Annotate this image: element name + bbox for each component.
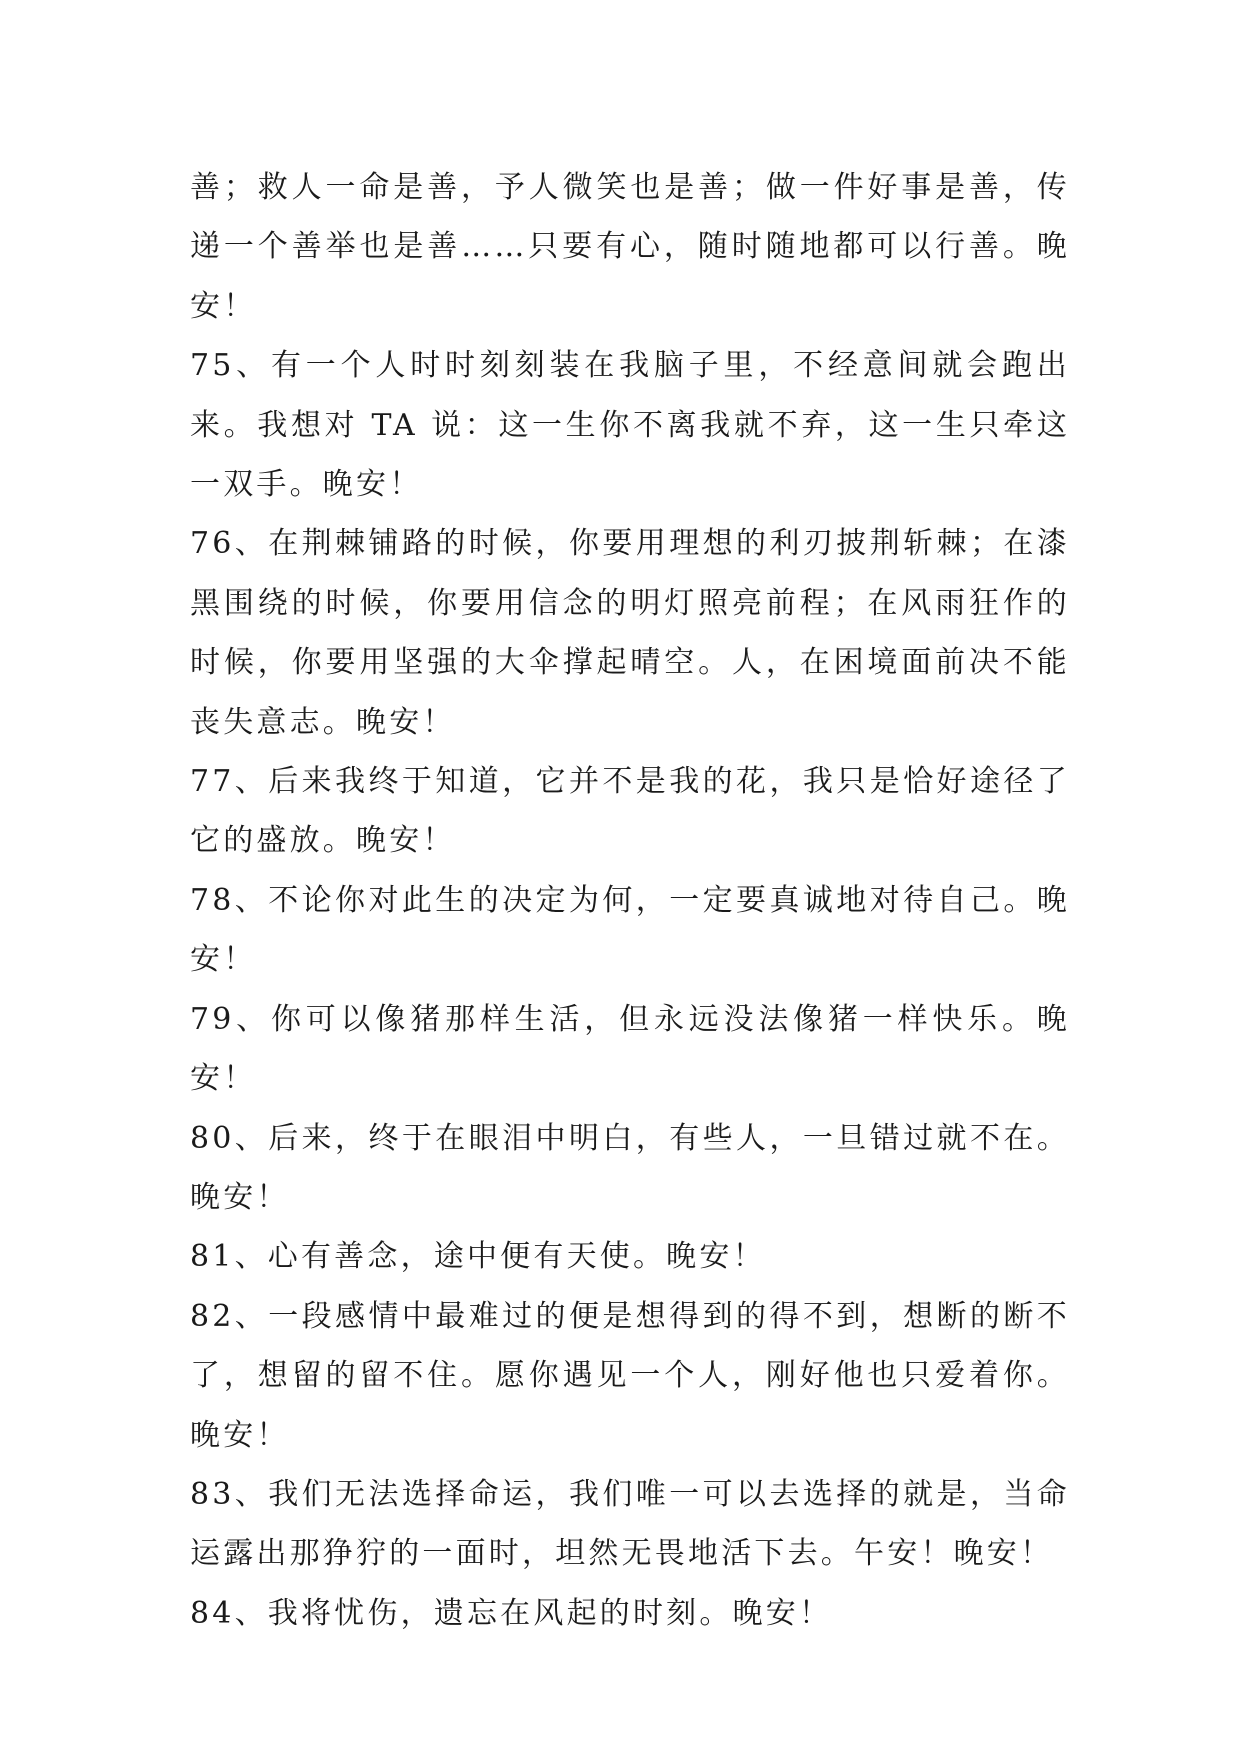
paragraph-75: 75、有一个人时时刻刻装在我脑子里，不经意间就会跑出来。我想对 TA 说：这一生你不离我就不弃，这一生只牵这一双手。晚安！	[190, 348, 1070, 503]
paragraph-80: 80、后来，终于在眼泪中明白，有些人，一旦错过就不在。晚安！	[190, 1120, 1070, 1215]
paragraph-continued-74: 善；救人一命是善，予人微笑也是善；做一件好事是善，传递一个善举也是善……只要有心，随时随地都可以行善。晚安！	[190, 170, 1070, 324]
paragraph-77: 77、后来我终于知道，它并不是我的花，我只是恰好途径了它的盛放。晚安！	[190, 764, 1070, 859]
paragraph-76: 76、在荆棘铺路的时候，你要用理想的利刃披荆斩棘；在漆黑围绕的时候，你要用信念的明灯照亮前程；在风雨狂作的时候，你要用坚强的大伞撑起晴空。人，在困境面前决不能丧失意志。晚安！	[190, 526, 1070, 740]
paragraph-78: 78、不论你对此生的决定为何，一定要真诚地对待自己。晚安！	[190, 882, 1070, 978]
document-body	[190, 158, 1070, 1643]
paragraph-81: 81、心有善念，途中便有天使。晚安！	[190, 1239, 766, 1275]
paragraph-79: 79、你可以像猪那样生活，但永远没法像猪一样快乐。晚安！	[190, 1001, 1070, 1097]
paragraph-84: 84、我将忧伤，遗忘在风起的时刻。晚安！	[190, 1595, 833, 1631]
paragraph-83: 83、我们无法选择命运，我们唯一可以去选择的就是，当命运露出那狰狞的一面时，坦然无畏地活下去。午安！晚安！	[190, 1476, 1070, 1572]
paragraph-82: 82、一段感情中最难过的便是想得到的得不到，想断的断不了，想留的留不住。愿你遇见一个人，刚好他也只爱着你。晚安！	[190, 1298, 1070, 1453]
